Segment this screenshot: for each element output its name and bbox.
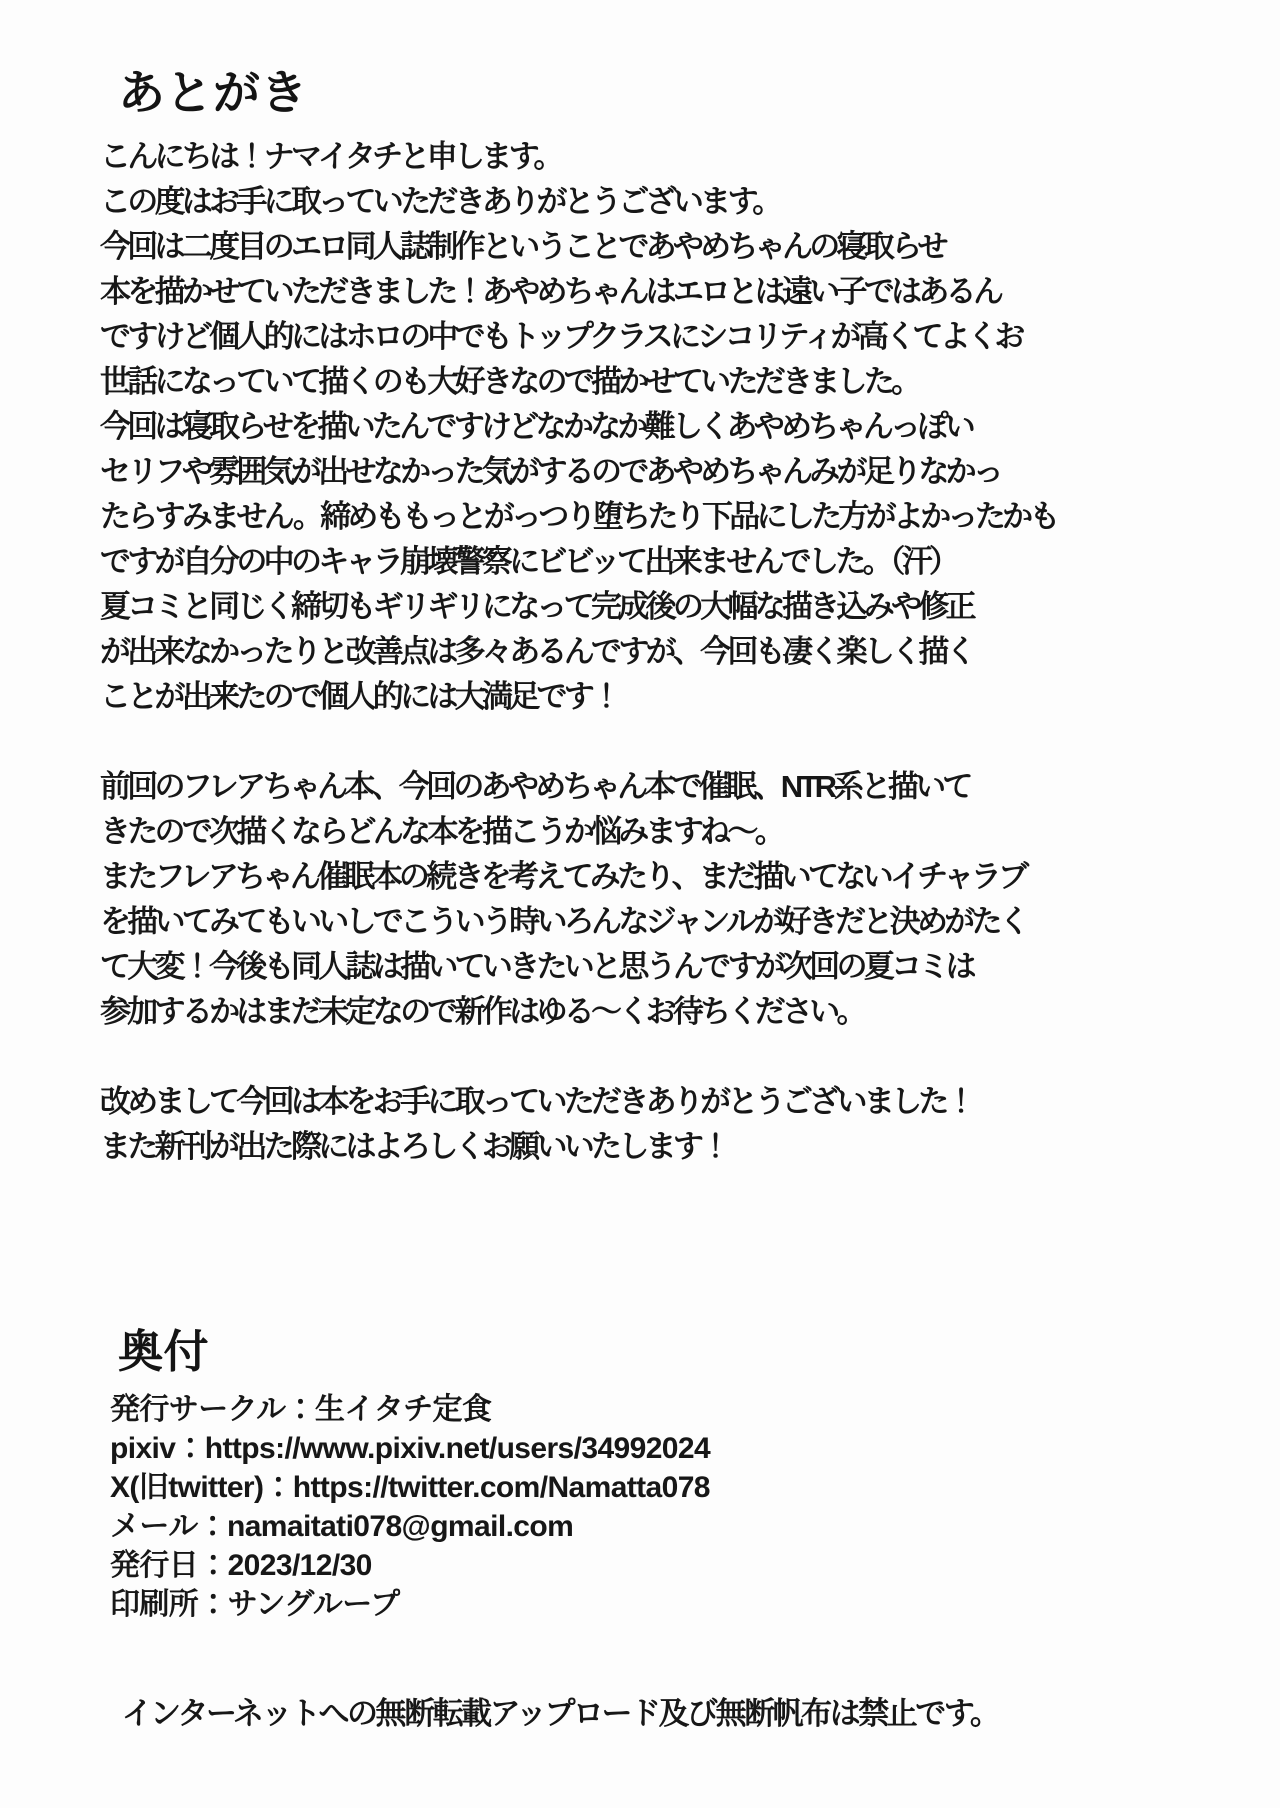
text-line: セリフや雰囲気が出せなかった気がするのであやめちゃんみが足りなかっ — [100, 454, 1001, 489]
text-line: 参加するかはまだ未定なので新作はゆる～くお待ちください。 — [100, 994, 864, 1029]
text-line: 世話になっていて描くのも大好きなので描かせていただきました。 — [100, 364, 919, 399]
text-line: またフレアちゃん催眠本の続きを考えてみたり、まだ描いてないイチャラブ — [100, 859, 1026, 894]
text-line: この度はお手に取っていただきありがとうございます。 — [100, 184, 780, 219]
text-line: たらすみません。締めももっとがっつり堕ちたり下品にした方がよかったかも — [100, 499, 1057, 534]
text-line: 本を描かせていただきました！あやめちゃんはエロとは遠い子ではあるん — [100, 274, 1001, 309]
text-line: が出来なかったりと改善点は多々あるんですが、今回も凄く楽しく描く — [100, 634, 973, 669]
afterword-title: あとがき — [118, 66, 308, 120]
text-line: メール：namaitati078@gmail.com — [110, 1510, 574, 1543]
colophon-title: 奥付 — [118, 1326, 209, 1378]
text-line: X(旧twitter)：https://twitter.com/Namatta078 — [110, 1471, 710, 1504]
text-line: 今回は二度目のエロ同人誌制作ということであやめちゃんの寝取らせ — [100, 229, 945, 264]
text-line: 前回のフレアちゃん本、今回のあやめちゃん本で催眠、NTR系と描いて — [100, 769, 970, 804]
text-line: 印刷所：サングループ — [110, 1588, 400, 1621]
text-line: ですけど個人的にはホロの中でもトップクラスにシコリティが高くてよくお — [100, 319, 1022, 354]
afterword-paragraph-2 — [100, 764, 1060, 1034]
text-line: 発行日：2023/12/30 — [110, 1549, 372, 1582]
text-line: pixiv：https://www.pixiv.net/users/34992024 — [110, 1432, 711, 1465]
afterword-paragraph-1 — [100, 134, 1060, 719]
text-line: 今回は寝取らせを描いたんですけどなかなか難しくあやめちゃんっぽい — [100, 409, 973, 444]
text-line: ことが出来たので個人的には大満足です！ — [100, 679, 619, 714]
text-line: 発行サークル：生イタチ定食 — [110, 1393, 492, 1426]
text-line: また新刊が出た際にはよろしくお願いいたします！ — [100, 1129, 728, 1164]
afterword-paragraph-3 — [100, 1079, 1060, 1169]
colophon-details — [110, 1390, 710, 1624]
afterword-body — [100, 134, 1060, 1169]
text-line: 夏コミと同じく締切もギリギリになって完成後の大幅な描き込みや修正 — [100, 589, 973, 624]
text-line: て大変！今後も同人誌は描いていきたいと思うんですが次回の夏コミは — [100, 949, 973, 984]
no-reproduction-notice: インターネットへの無断転載アップロード及び無断帆布は禁止です。 — [121, 1696, 999, 1731]
text-line: を描いてみてもいいしでこういう時いろんなジャンルが好きだと決めがたく — [100, 904, 1027, 939]
text-line: 改めまして今回は本をお手に取っていただきありがとうございました！ — [100, 1084, 973, 1119]
text-line: きたので次描くならどんな本を描こうか悩みますね～。 — [100, 814, 782, 849]
text-line: ですが自分の中のキャラ崩壊警察にビビッて出来ませんでした。（汗） — [100, 544, 957, 579]
text-line: こんにちは！ナマイタチと申します。 — [100, 139, 561, 174]
